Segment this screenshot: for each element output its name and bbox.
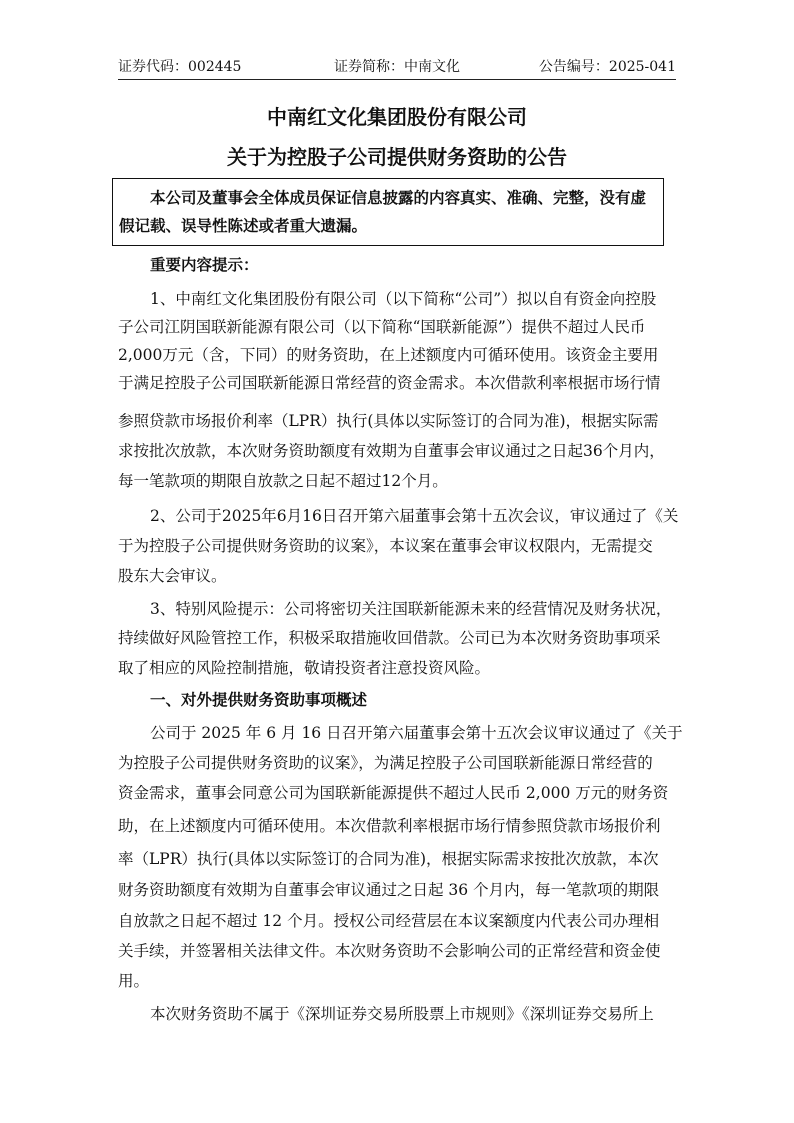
stock-code: 证券代码：002445: [118, 59, 242, 75]
point1-line: 1、中南红文化集团股份有限公司（以下简称“公司”）拟以自有资金向控股: [150, 290, 657, 308]
point3-line: 取了相应的风险控制措施，敬请投资者注意投资风险。: [118, 659, 491, 677]
key-points-heading: 重要内容提示：: [150, 256, 259, 274]
section-para-line: 财务资助额度有效期为自董事会审议通过之日起 36 个月内，每一笔款项的期限: [118, 881, 660, 899]
point1-line: 子公司江阴国联新能源有限公司（以下简称“国联新能源”）提供不超过人民币: [118, 318, 646, 336]
company-title: 中南红文化集团股份有限公司: [267, 105, 527, 129]
notice-number: 公告编号：2025-041: [538, 59, 676, 75]
point2-line: 股东大会审议。: [118, 567, 227, 585]
section-para-line: 为控股子公司提供财务资助的议案》，为满足控股子公司国联新能源日常经营的: [118, 754, 653, 772]
point2-line: 2、公司于2025年6月16日召开第六届董事会第十五次会议，审议通过了《关: [150, 507, 679, 525]
section-para-line: 自放款之日起不超过 12 个月。授权公司经营层在本议案额度内代表公司办理相: [118, 912, 660, 930]
document-title: 关于为控股子公司提供财务资助的公告: [227, 145, 567, 169]
section-para-line: 公司于 2025 年 6 月 16 日召开第六届董事会第十五次会议审议通过了《关于: [150, 724, 683, 742]
section-para-line: 资金需求，董事会同意公司为国联新能源提供不超过人民币 2,000 万元的财务资: [118, 784, 669, 802]
section-para-line: 率（LPR）执行(具体以实际签订的合同为准)，根据实际需求按批次放款，本次: [118, 850, 659, 868]
point1-line: 求按批次放款，本次财务资助额度有效期为自董事会审议通过之日起36个月内，: [118, 442, 665, 460]
statement-box: [112, 178, 664, 246]
point1-line: 参照贷款市场报价利率（LPR）执行(具体以实际签订的合同为准)，根据实际需: [118, 412, 659, 430]
section-para-line: 助，在上述额度内可循环使用。本次借款利率根据市场行情参照贷款市场报价利: [118, 817, 661, 835]
point2-line: 于为控股子公司提供财务资助的议案》，本议案在董事会审议权限内，无需提交: [118, 537, 653, 555]
statement-line-2: 假记载、误导性陈述或者重大遗漏。: [119, 217, 368, 235]
point3-line: 持续做好风险管控工作，积极采取措施收回借款。公司已为本次财务资助事项采: [118, 629, 661, 647]
page-header: [118, 57, 676, 80]
section-para-line: 关手续，并签署相关法律文件。本次财务资助不会影响公司的正常经营和资金使: [118, 942, 661, 960]
statement-line-1: 本公司及董事会全体成员保证信息披露的内容真实、准确、完整，没有虚: [150, 189, 647, 207]
section-para2-line: 本次财务资助不属于《深圳证券交易所股票上市规则》《深圳证券交易所上: [150, 1005, 654, 1023]
point3-line: 3、特别风险提示：公司将密切关注国联新能源未来的经营情况及财务状况，: [150, 600, 672, 618]
section-para-line: 用。: [118, 972, 150, 990]
section-heading: 一、对外提供财务资助事项概述: [150, 691, 368, 709]
point1-line: 每一笔款项的期限自放款之日起不超过12个月。: [118, 472, 448, 490]
stock-name: 证券简称：中南文化: [334, 59, 460, 75]
point1-line: 于满足控股子公司国联新能源日常经营的资金需求。本次借款利率根据市场行情: [118, 374, 661, 392]
point1-line: 2,000万元（含，下同）的财务资助，在上述额度内可循环使用。该资金主要用: [118, 346, 659, 364]
